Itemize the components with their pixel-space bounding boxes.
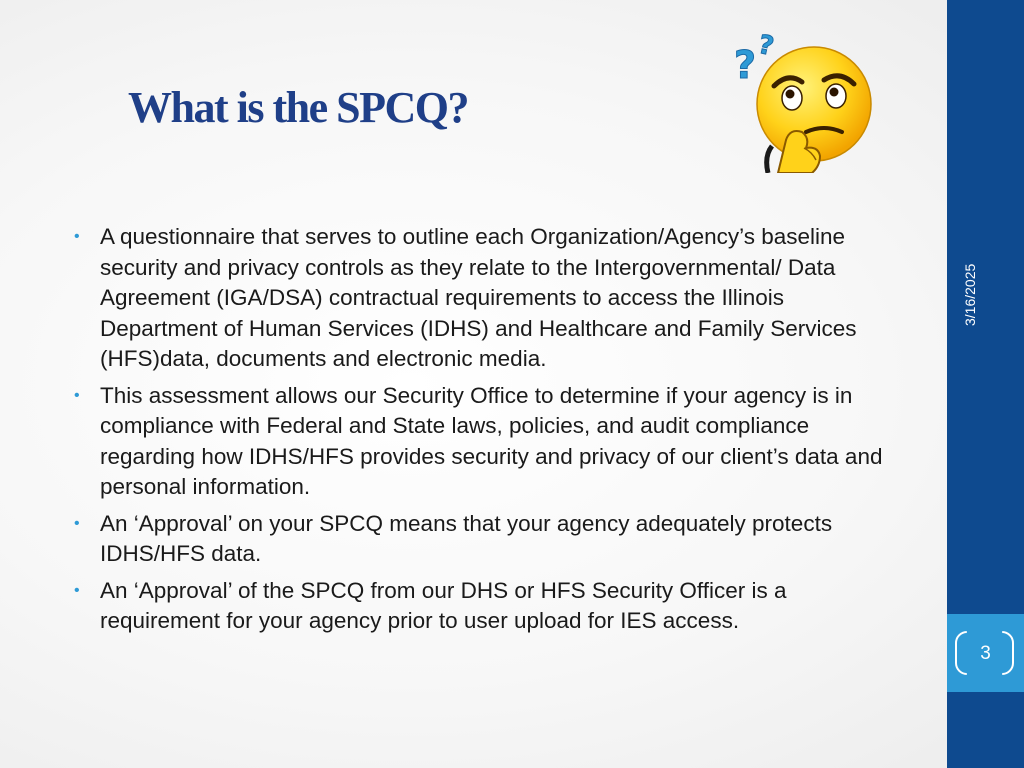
question-mark: ? <box>755 29 777 63</box>
slide-date: 3/16/2025 <box>962 263 978 327</box>
bullet-text: An ‘Approval’ on your SPCQ means that your agency adequately protects IDHS/HFS data. <box>100 510 833 566</box>
question-mark: ? <box>734 43 757 87</box>
bullet-list <box>72 222 902 643</box>
bullet-text: This assessment allows our Security Office to determine if your agency is in compliance with Federal and State laws, policies, and audit compliance regarding how IDHS/HFS provides security and privacy of our client’s data and personal information. <box>100 382 883 499</box>
bullet-icon: • <box>74 581 80 599</box>
list-item <box>72 576 902 637</box>
list-item <box>72 509 902 570</box>
list-item <box>72 222 902 375</box>
list-item <box>72 381 902 503</box>
page-number: 3 <box>980 643 991 664</box>
bullet-icon: • <box>74 228 80 245</box>
page-number-box <box>947 614 1024 692</box>
bullet-text: A questionnaire that serves to outline each Organization/Agency’s baseline security and privacy controls as they relate to the Intergovernmental/ Data Agreement (IGA/DSA) contractual requirements to access the Illinois Department of Human Services (IDHS) and Healthcare and Family Services (HFS)data, documents and electronic media. <box>100 224 857 371</box>
thinking-face-icon <box>728 28 878 173</box>
bullet-text: An ‘Approval’ of the SPCQ from our DHS or HFS Security Officer is a requirement for your agency prior to user upload for IES access. <box>100 577 787 633</box>
slide-title: What is the SPCQ? <box>128 83 468 132</box>
bullet-icon: • <box>74 514 80 532</box>
bullet-icon: • <box>74 386 80 404</box>
